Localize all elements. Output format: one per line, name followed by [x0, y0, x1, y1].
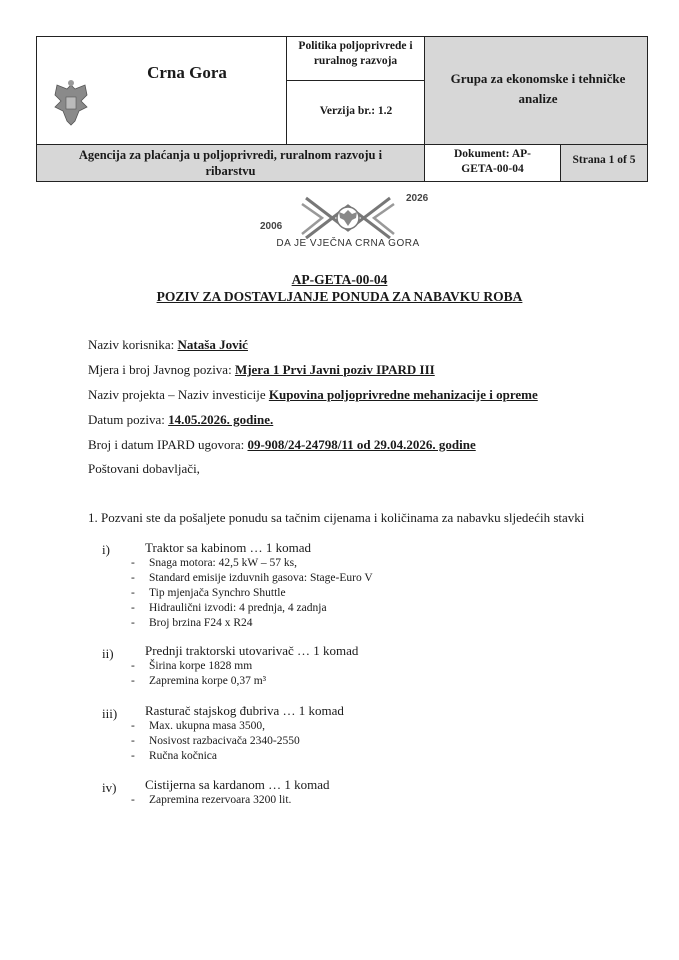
- logo-year-end: 2026: [406, 193, 429, 204]
- logo-year-start: 2006: [260, 221, 283, 232]
- country-name: Crna Gora: [147, 63, 227, 82]
- spec-item: - Snaga motora: 42,5 kW – 57 ks,: [131, 557, 297, 569]
- field-value: Kupovina poljoprivredne mehanizacije i opreme: [268, 387, 538, 402]
- field-label: Mjera i broj Javnog poziva:: [88, 362, 235, 377]
- spec-item: - Hidraulični izvodi: 4 prednja, 4 zadnja: [131, 602, 327, 614]
- field-value: Mjera 1 Prvi Javni poziv IPARD III: [234, 362, 435, 377]
- spec-item: - Max. ukupna masa 3500,: [131, 720, 265, 732]
- greeting: Poštovani dobavljači,: [88, 461, 200, 476]
- field-value: 09-908/24-24798/11 od 29.04.2026. godine: [247, 437, 476, 452]
- item-number: iv): [102, 780, 117, 795]
- field-label: Naziv korisnika:: [88, 337, 178, 352]
- spec-item: - Broj brzina F24 x R24: [131, 617, 253, 629]
- agency-cell: Agencija za plaćanja u poljoprivredi, ruralnom razvoju i ribarstvu: [37, 145, 425, 181]
- field-label: Naziv projekta – Naziv investicije: [88, 387, 269, 402]
- spec-item: - Širina korpe 1828 mm: [131, 660, 253, 672]
- field-measure: [88, 362, 435, 378]
- spec-item: - Zapremina rezervoara 3200 lit.: [131, 794, 292, 806]
- version-cell: [287, 81, 425, 145]
- item-title: Cistijerna sa kardanom … 1 komad: [145, 777, 330, 792]
- document-code: AP-GETA-00-04: [291, 272, 388, 287]
- field-beneficiary: [88, 337, 248, 353]
- coat-of-arms-icon: [51, 79, 91, 127]
- country-cell: [37, 37, 287, 145]
- item-number: iii): [102, 706, 118, 721]
- logo-motto: DA JE VJEČNA CRNA GORA: [276, 238, 420, 249]
- spec-item: - Ručna kočnica: [131, 750, 218, 762]
- document-header-table: [36, 36, 648, 182]
- field-contract: [88, 437, 476, 453]
- item-title: Traktor sa kabinom … 1 komad: [145, 540, 311, 555]
- field-project: [88, 387, 538, 403]
- document-cell: Dokument: AP-GETA-00-04: [425, 145, 561, 181]
- document-title: POZIV ZA DOSTAVLJANJE PONUDA ZA NABAVKU ROBA: [156, 289, 523, 304]
- spec-item: - Tip mjenjača Synchro Shuttle: [131, 587, 286, 599]
- field-label: Datum poziva:: [88, 412, 169, 427]
- item-title: Prednji traktorski utovarivač … 1 komad: [145, 643, 359, 658]
- item-title: Rasturač stajskog đubriva … 1 komad: [145, 703, 344, 718]
- item-number: ii): [102, 646, 114, 661]
- item-number: i): [102, 542, 110, 557]
- page-cell: Strana 1 of 5: [561, 145, 647, 181]
- field-value: 14.05.2026. godine.: [168, 412, 274, 427]
- intro-paragraph: 1. Pozvani ste da pošaljete ponudu sa tačnim cijenama i količinama za nabavku sljedećih stavki: [88, 510, 585, 525]
- version-label: Verzija br.: 1.2: [319, 105, 393, 117]
- policy-cell: Politika poljoprivrede i ruralnog razvoja: [287, 37, 425, 81]
- group-cell: [425, 37, 647, 145]
- field-label: Broj i datum IPARD ugovora:: [88, 437, 248, 452]
- group-name: Grupa za ekonomske i tehničke analize: [450, 71, 626, 106]
- spec-item: - Nosivost razbacivača 2340-2550: [131, 735, 300, 747]
- spec-item: - Standard emisije izduvnih gasova: Stage-Euro V: [131, 572, 373, 584]
- field-value: Nataša Jović: [177, 337, 248, 352]
- field-date: [88, 412, 273, 428]
- spec-item: - Zapremina korpe 0,37 m³: [131, 675, 267, 687]
